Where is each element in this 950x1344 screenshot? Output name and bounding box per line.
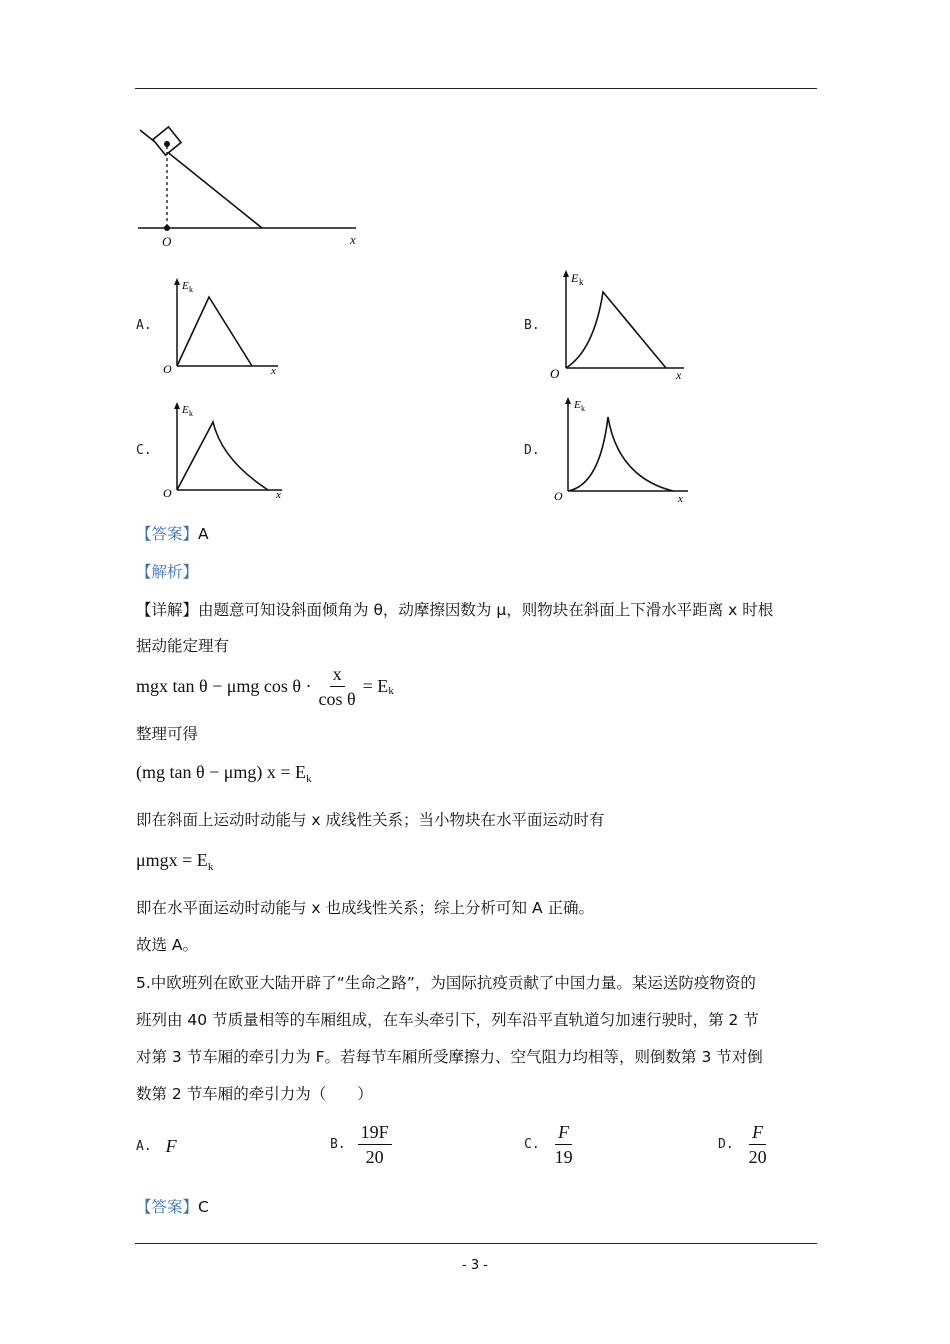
- axis-x-label: x: [350, 232, 356, 247]
- option-d-letter[interactable]: D.: [524, 443, 540, 458]
- equation-1: mgx tan θ − μmg cos θ · $\frac{x}{\text{cos θ}}$ = E k: [136, 664, 394, 709]
- origin-dot: [164, 225, 170, 231]
- svg-text:E: E: [182, 280, 189, 292]
- svg-text:E: E: [571, 271, 579, 285]
- svg-text:x: x: [276, 489, 281, 501]
- q4-detail-line2: 据动能定理有: [136, 637, 230, 655]
- q4-zhengli: 整理可得: [136, 725, 199, 743]
- q4-linear-1: 即在斜面上运动时动能与 x 成线性关系；当小物块在水平面运动时有: [136, 811, 605, 829]
- option-a-letter[interactable]: A.: [136, 318, 152, 333]
- svg-text:E: E: [182, 404, 189, 416]
- q5-option-c[interactable]: C. $\frac{F}{19}$: [524, 1122, 573, 1167]
- q5-line3: 对第 3 节车厢的牵引力为 F。若每节车厢所受摩擦力、空气阻力均相等，则倒数第 3 节对倒: [136, 1048, 763, 1066]
- header-rule: [135, 88, 817, 89]
- svg-text:x: x: [676, 368, 682, 382]
- option-b-graph[interactable]: [546, 268, 691, 383]
- svg-text:k: k: [189, 285, 193, 294]
- q5-line2: 班列由 40 节质量相等的车厢组成，在车头牵引下，列车沿平直轨道匀加速行驶时，第 2 节: [136, 1011, 759, 1029]
- option-b-curve: [566, 292, 666, 368]
- svg-text:O: O: [550, 366, 560, 381]
- option-d-graph[interactable]: [548, 393, 698, 508]
- q5-answer: 【答案】C: [136, 1198, 209, 1216]
- option-b-letter[interactable]: B.: [524, 318, 540, 333]
- q5-line4: 数第 2 节车厢的牵引力为（ ）: [136, 1085, 373, 1103]
- q4-analysis-tag: 【解析】: [136, 563, 199, 581]
- q5-line1: 5.中欧班列在欧亚大陆开辟了“生命之路”，为国际抗疫贡献了中国力量。某运送防疫物资的: [136, 974, 756, 992]
- option-c-graph[interactable]: [160, 400, 290, 505]
- origin-label: O: [162, 234, 172, 249]
- option-c-curve: [177, 422, 268, 490]
- svg-text:x: x: [678, 493, 683, 505]
- q4-choose: 故选 A。: [136, 936, 199, 954]
- svg-text:k: k: [189, 409, 193, 418]
- q4-linear-2: 即在水平面运动时动能与 x 也成线性关系；综上分析可知 A 正确。: [136, 899, 594, 917]
- eq1-numerator: x: [330, 664, 345, 687]
- option-a-curve: [177, 297, 252, 366]
- footer-rule: [135, 1243, 817, 1244]
- q4-answer: 【答案】A: [136, 525, 209, 543]
- q5-option-a[interactable]: A. F: [136, 1136, 177, 1156]
- q5-option-d[interactable]: D. $\frac{F}{20}$: [718, 1122, 767, 1167]
- option-c-letter[interactable]: C.: [136, 443, 152, 458]
- svg-text:E: E: [574, 399, 581, 411]
- equation-3: $\mu mgx = E_k$: [136, 850, 214, 873]
- q4-detail-line1: 【详解】由题意可知设斜面倾角为 θ，动摩擦因数为 μ，则物块在斜面上下滑水平距离 x 时根: [136, 601, 774, 619]
- q5-option-b[interactable]: B. $\frac{19F}{20}$: [330, 1122, 396, 1167]
- incline-figure: [130, 120, 370, 250]
- equation-2: (mg tan θ − μmg) $x = E_k$: [136, 762, 312, 785]
- svg-text:O: O: [163, 362, 172, 376]
- svg-text:k: k: [579, 277, 584, 287]
- page-number: - 3 -: [462, 1258, 488, 1273]
- eq1-denominator: cos θ: [318, 689, 356, 709]
- svg-text:k: k: [581, 404, 585, 413]
- svg-text:x: x: [271, 365, 276, 377]
- svg-text:O: O: [554, 489, 563, 503]
- option-d-curve: [568, 417, 673, 491]
- option-a-graph[interactable]: [160, 276, 285, 381]
- svg-text:O: O: [163, 486, 172, 500]
